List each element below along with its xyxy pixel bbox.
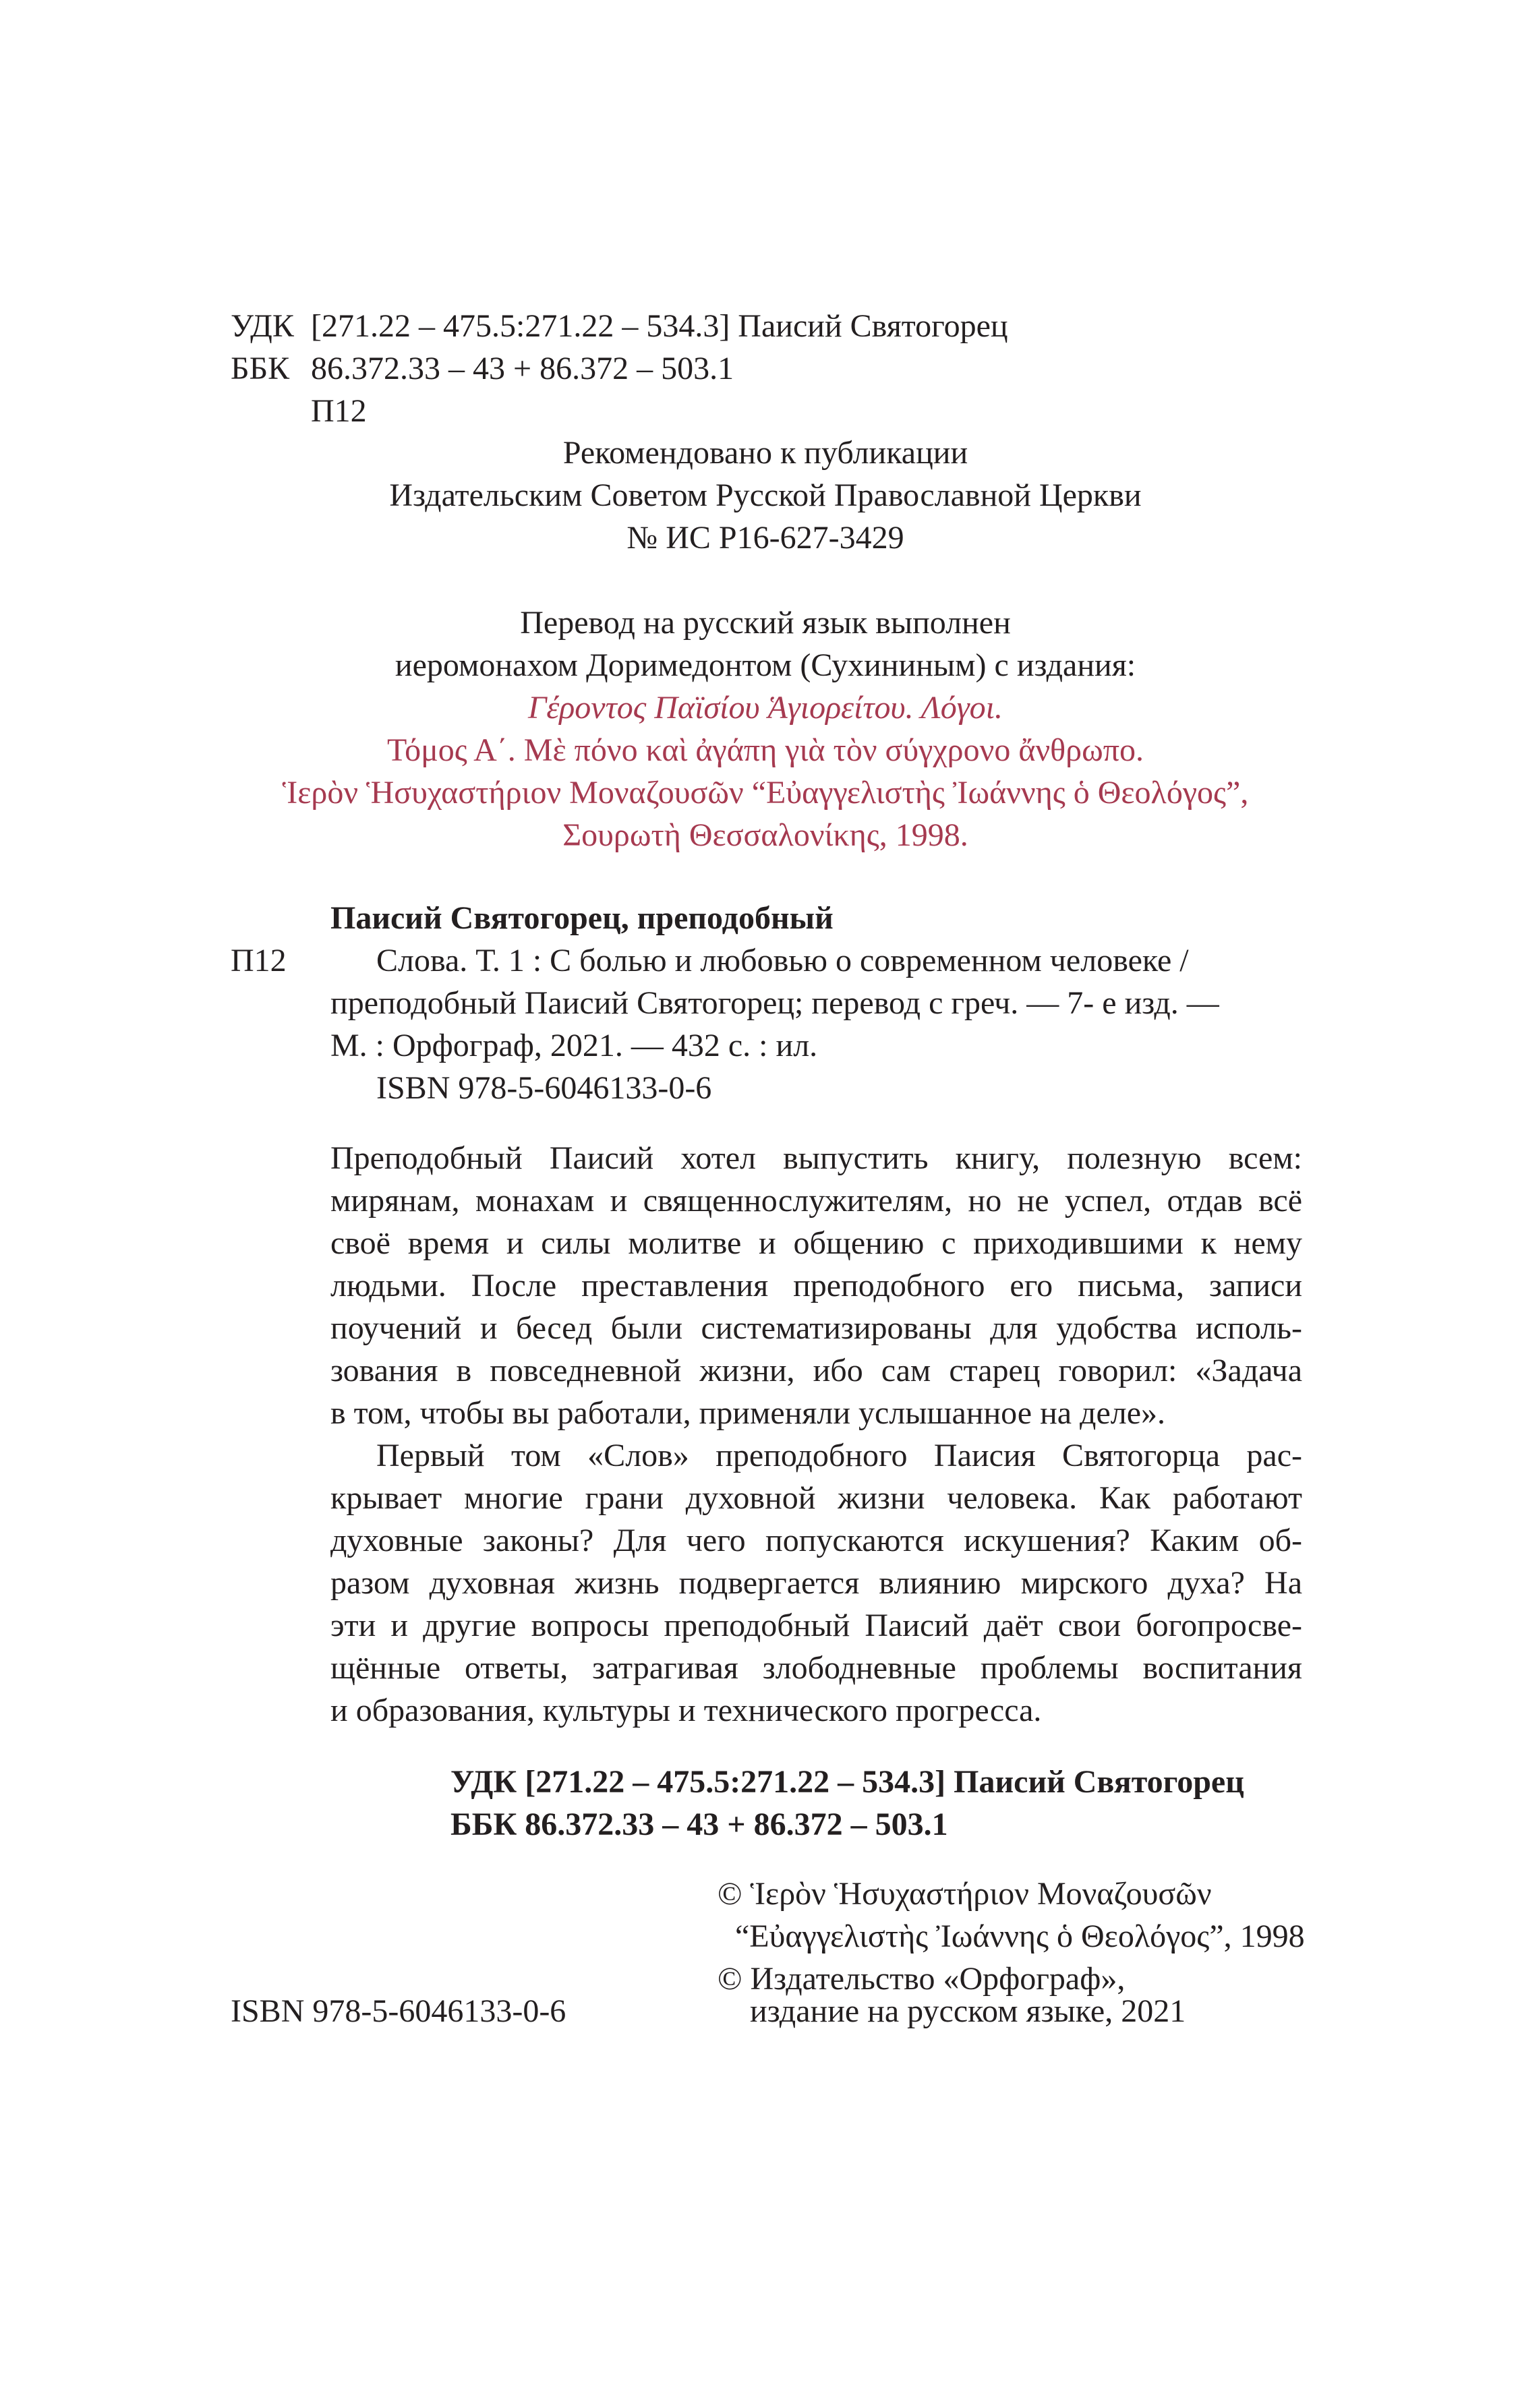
copyright-line: © Ἱερὸν Ἡσυχαστήριον Μοναζουσῶν: [718, 1876, 1212, 1912]
annotation-line: своё время и силы молитве и общению с приходившими к нему: [330, 1225, 1302, 1261]
translation-line: иеромонахом Доримедонтом (Сухининым) с издания:: [395, 647, 1136, 683]
annotation-line: Первый том «Слов» преподобного Паисия Святогорца рас-: [376, 1438, 1302, 1473]
bbk-value: 86.372.33 – 43 + 86.372 – 503.1: [311, 351, 734, 386]
annotation-line: и образования, культуры и технического прогресса.: [330, 1693, 1042, 1728]
catalog-heading: Паисий Святогорец, преподобный: [330, 900, 834, 936]
original-line: Ἱερὸν Ἡσυχαστήριον Μοναζουσῶν “Εὐαγγελιστὴς Ἰωάννης ὁ Θεολόγος”,: [282, 775, 1249, 811]
annotation-line: людьми. После преставления преподобного его письма, записи: [330, 1268, 1302, 1303]
annotation-line: духовные законы? Для чего попускаются искушения? Каким об-: [330, 1523, 1302, 1558]
catalog-line: М. : Орфограф, 2021. — 432 с. : ил.: [330, 1028, 818, 1063]
annotation-line: в том, чтобы вы работали, применяли услышанное на деле».: [330, 1395, 1166, 1431]
recommendation-line: № ИС Р16-627-3429: [626, 520, 904, 556]
catalog-mark: П12: [231, 943, 287, 978]
annotation-line: мирянам, монахам и священнослужителям, но не успел, отдав всё: [330, 1183, 1302, 1218]
catalog-isbn: ISBN 978-5-6046133-0-6: [376, 1070, 712, 1106]
annotation-line: щённые ответы, затрагивая злободневные проблемы воспитания: [330, 1650, 1302, 1686]
copyright-line: издание на русском языке, 2021: [750, 1993, 1186, 2029]
bbk-label: ББК: [231, 351, 290, 386]
translation-line: Перевод на русский язык выполнен: [520, 605, 1011, 641]
footer-isbn: ISBN 978-5-6046133-0-6: [231, 1993, 566, 2029]
annotation-line: зования в повседневной жизни, ибо сам старец говорил: «Задача: [330, 1353, 1302, 1388]
annotation-line: разом духовная жизнь подвергается влиянию мирского духа? На: [330, 1565, 1302, 1601]
original-line: Σουρωτὴ Θεσσαλονίκης, 1998.: [562, 817, 968, 853]
recommendation-line: Рекомендовано к публикации: [562, 435, 968, 471]
copyright-line: © Издательство «Орфограф»,: [718, 1961, 1126, 1997]
catalog-line: Слова. Т. 1 : С болью и любовью о современном человеке /: [376, 943, 1189, 978]
bbk-bold: ББК 86.372.33 – 43 + 86.372 – 503.1: [450, 1807, 948, 1842]
annotation-line: крывает многие грани духовной жизни человека. Как работают: [330, 1480, 1302, 1516]
udk-value: [271.22 – 475.5:271.22 – 534.3] Паисий Святогорец: [311, 308, 1008, 344]
catalog-line: преподобный Паисий Святогорец; перевод с греч. — 7- е изд. —: [330, 985, 1219, 1021]
annotation-line: эти и другие вопросы преподобный Паисий даёт свои богопросве-: [330, 1608, 1302, 1643]
copyright-line: “Εὐαγγελιστὴς Ἰωάννης ὁ Θεολόγος”, 1998: [735, 1918, 1305, 1954]
recommendation-line: Издательским Советом Русской Православной Церкви: [389, 477, 1142, 513]
original-title: Γέροντος Παϊσίου Ἁγιορείτου. Λόγοι.: [528, 690, 1003, 726]
original-line: Τόμος Α΄. Μὲ πόνο καὶ ἀγάπη γιὰ τὸν σύγχρονο ἄνθρωπο.: [387, 732, 1144, 768]
annotation-line: Преподобный Паисий хотел выпустить книгу, полезную всем:: [330, 1140, 1302, 1176]
annotation-line: поучений и бесед были систематизированы для удобства исполь-: [330, 1310, 1302, 1346]
udk-label: УДК: [231, 308, 294, 344]
author-mark: П12: [311, 393, 367, 429]
udk-bold: УДК [271.22 – 475.5:271.22 – 534.3] Паисий Святогорец: [450, 1764, 1244, 1800]
